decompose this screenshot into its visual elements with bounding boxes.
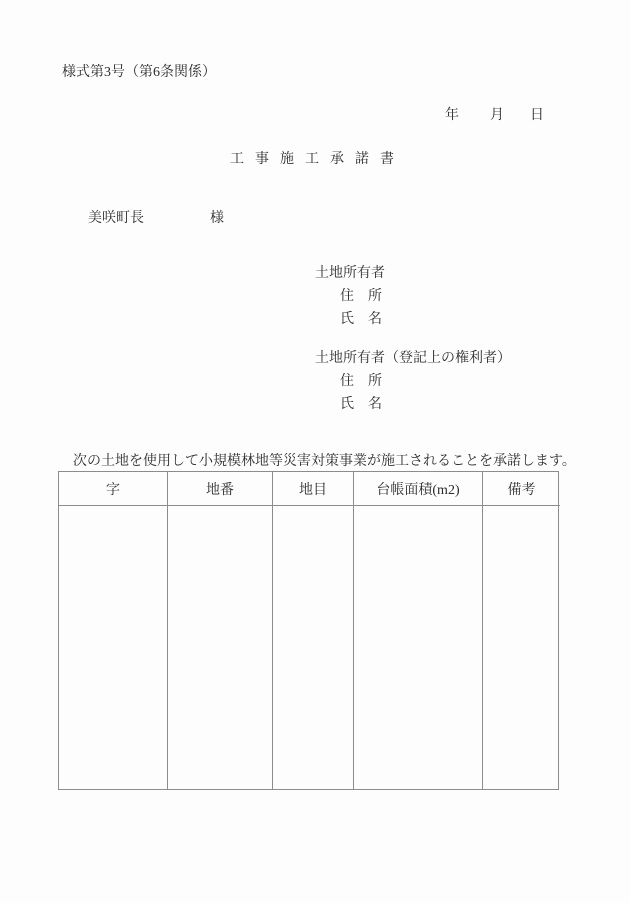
date-day-label: 日 — [530, 108, 544, 123]
registered-owner-address-label: 住 所 — [340, 374, 382, 389]
table-header-aza: 字 — [59, 472, 168, 506]
table-header-lot-number: 地番 — [168, 472, 273, 506]
owner-block — [315, 262, 385, 331]
date-month-label: 月 — [490, 108, 504, 123]
registered-owner-name-label: 氏 名 — [340, 397, 382, 412]
owner-heading: 土地所有者 — [315, 266, 385, 281]
form-number: 様式第3号（第6条関係） — [62, 65, 216, 80]
document-title: 工事施工承諾書 — [230, 152, 405, 167]
land-parcel-table — [58, 471, 559, 790]
consent-sentence: 次の土地を使用して小規模林地等災害対策事業が施工されることを承諾します。 — [73, 454, 576, 469]
table-cell-land-category — [273, 506, 354, 789]
table-cell-lot-number — [168, 506, 273, 789]
date-line — [445, 104, 544, 124]
table-cell-registered-area — [354, 506, 483, 789]
addressee-honorific: 様 — [210, 211, 224, 226]
registered-owner-block — [315, 347, 511, 416]
registered-owner-heading: 土地所有者（登記上の権利者） — [315, 351, 511, 366]
table-cell-remarks — [483, 506, 560, 789]
table-header-land-category: 地目 — [273, 472, 354, 506]
owner-address-label: 住 所 — [340, 289, 382, 304]
table-header-registered-area: 台帳面積(m2) — [354, 472, 483, 506]
addressee-name: 美咲町長 — [88, 211, 144, 226]
addressee-line — [88, 207, 224, 227]
date-year-label: 年 — [445, 108, 459, 123]
table-cell-aza — [59, 506, 168, 789]
owner-name-label: 氏 名 — [340, 312, 382, 327]
table-header-remarks: 備考 — [483, 472, 560, 506]
